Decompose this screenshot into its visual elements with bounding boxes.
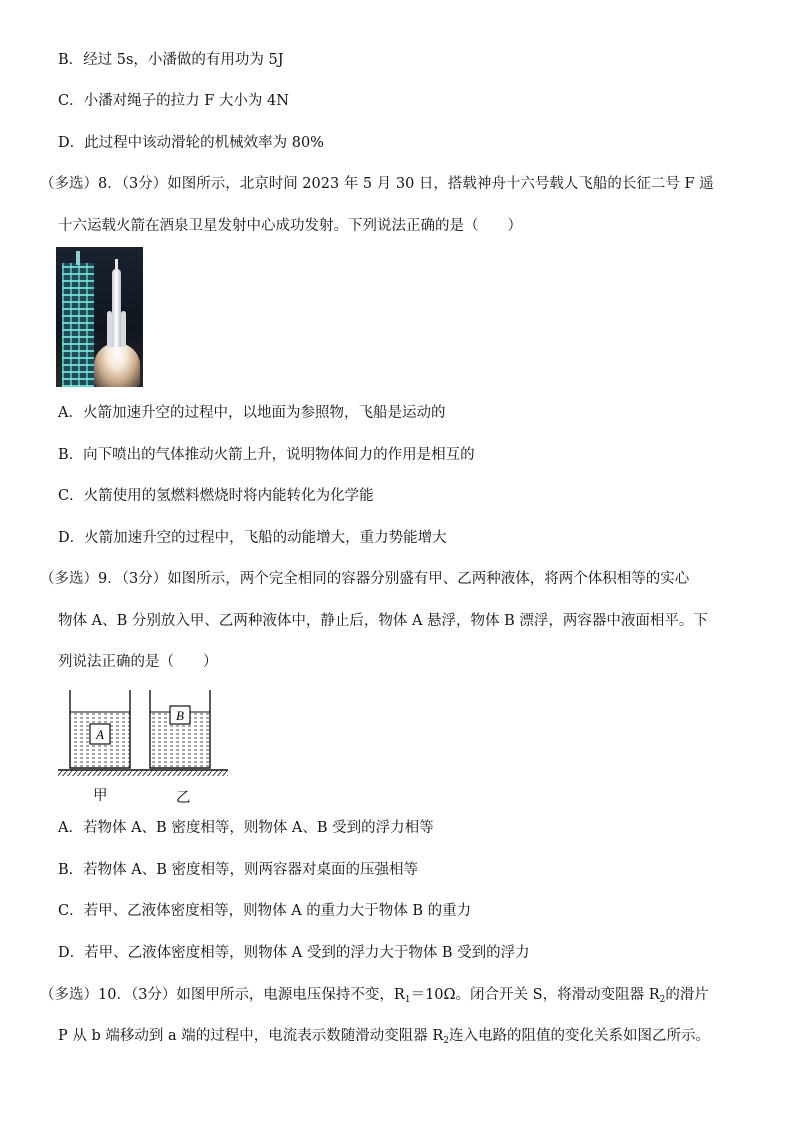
- q9-option-c: C．若甲、乙液体密度相等，则物体 A 的重力大于物体 B 的重力: [58, 903, 472, 919]
- q10-stem-line2: P 从 b 端移动到 a 端的过程中，电流表示数随滑动变阻器 $R_2$连入电路的阻值的变化关系如图乙所示。: [58, 1028, 710, 1046]
- q8-option-d: D．火箭加速升空的过程中，飞船的动能增大，重力势能增大: [58, 530, 447, 546]
- q8-stem-line1: （多选）8．（3分）如图所示，北京时间 2023 年 5 月 30 日，搭载神舟十六号载人飞船的长征二号 F 遥: [40, 176, 714, 192]
- object-b: [170, 706, 190, 724]
- q9-option-a: A．若物体 A、B 密度相等，则物体 A、B 受到的浮力相等: [58, 820, 434, 836]
- table-surface: [58, 770, 228, 776]
- q8-option-a: A．火箭加速升空的过程中，以地面为参照物，飞船是运动的: [58, 405, 446, 421]
- container-yi: [150, 690, 210, 768]
- q9-option-d: D．若甲、乙液体密度相等，则物体 A 受到的浮力大于物体 B 受到的浮力: [58, 945, 530, 961]
- booster-right: [121, 311, 126, 347]
- launch-tower: [62, 263, 94, 387]
- tower-mast: [76, 251, 80, 265]
- rocket-tip: [115, 259, 118, 271]
- svg-text:B: B: [176, 708, 184, 723]
- q8-option-b: B．向下喷出的气体推动火箭上升，说明物体间力的作用是相互的: [58, 447, 475, 463]
- q9-stem-line3: 列说法正确的是（ ）: [58, 654, 218, 670]
- rocket-body: [112, 269, 121, 347]
- q8-option-c: C．火箭使用的氢燃料燃烧时将内能转化为化学能: [58, 488, 374, 504]
- caption-jia: 甲: [93, 788, 108, 804]
- q9-stem-line2: 物体 A、B 分别放入甲、乙两种液体中，静止后，物体 A 悬浮，物体 B 漂浮，两容器中液面相平。下: [58, 613, 708, 629]
- q10-stem-line1: （多选）10．（3分）如图甲所示，电源电压保持不变，$R_1=10\Omega$。闭合开关 S，将滑动变阻器 $R_2$的滑片: [40, 987, 709, 1005]
- q8-stem-line2: 十六运载火箭在酒泉卫星发射中心成功发射。下列说法正确的是（ ）: [58, 218, 522, 234]
- svg-text:A: A: [96, 727, 104, 742]
- rocket-launch-photo: [56, 247, 143, 387]
- caption-yi: 乙: [176, 790, 191, 806]
- q7-option-d: D．此过程中该动滑轮的机械效率为 80%: [58, 135, 324, 151]
- q9-stem-line1: （多选）9．（3分）如图所示，两个完全相同的容器分别盛有甲、乙两种液体，将两个体积相等的实心: [40, 571, 690, 587]
- containers-diagram: [56, 688, 232, 780]
- object-a: [90, 724, 110, 744]
- q7-option-b: B．经过 5s，小潘做的有用功为 5J: [58, 52, 284, 68]
- q7-option-c: C．小潘对绳子的拉力 F 大小为 4N: [58, 93, 289, 109]
- q9-option-b: B．若物体 A、B 密度相等，则两容器对桌面的压强相等: [58, 862, 418, 878]
- exhaust-plume: [94, 343, 140, 387]
